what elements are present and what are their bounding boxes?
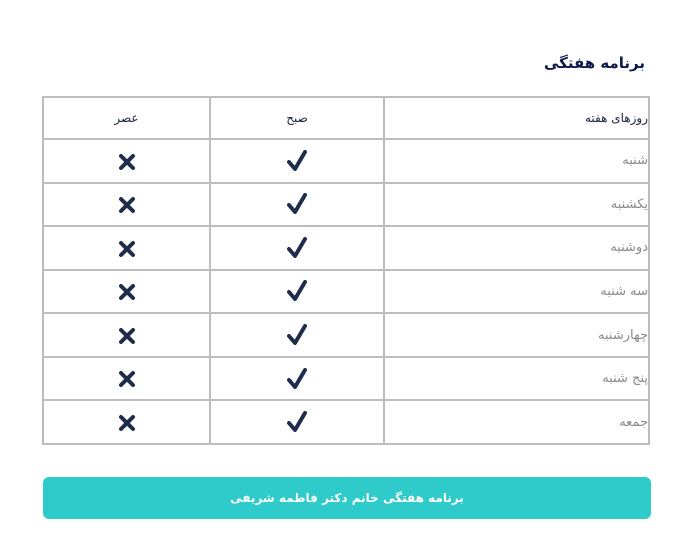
header-days: روزهای هفته xyxy=(384,97,649,139)
cross-icon xyxy=(118,196,136,214)
afternoon-cell xyxy=(43,226,210,270)
cross-icon xyxy=(118,327,136,345)
morning-cell xyxy=(210,226,384,270)
afternoon-cell xyxy=(43,357,210,401)
cross-icon xyxy=(118,414,136,432)
cross-icon xyxy=(118,283,136,301)
day-name: دوشنبه xyxy=(384,226,649,270)
day-name: سه شنبه xyxy=(384,270,649,314)
morning-cell xyxy=(210,139,384,183)
page-title: برنامه هفتگی xyxy=(543,54,645,72)
check-icon xyxy=(287,367,307,391)
schedule-table xyxy=(42,96,650,445)
day-name: چهارشنبه xyxy=(384,313,649,357)
table-row xyxy=(43,183,649,227)
cross-icon xyxy=(118,370,136,388)
table-header-row xyxy=(43,97,649,139)
afternoon-cell xyxy=(43,313,210,357)
check-icon xyxy=(287,410,307,434)
table-row xyxy=(43,400,649,444)
morning-cell xyxy=(210,270,384,314)
check-icon xyxy=(287,149,307,173)
check-icon xyxy=(287,323,307,347)
table-row xyxy=(43,226,649,270)
day-name: جمعه xyxy=(384,400,649,444)
header-morning: صبح xyxy=(210,97,384,139)
cross-icon xyxy=(118,240,136,258)
day-name: پنج شنبه xyxy=(384,357,649,401)
afternoon-cell xyxy=(43,400,210,444)
day-name: یکشنبه xyxy=(384,183,649,227)
check-icon xyxy=(287,236,307,260)
afternoon-cell xyxy=(43,270,210,314)
check-icon xyxy=(287,279,307,303)
day-name: شنبه xyxy=(384,139,649,183)
doctor-schedule-button[interactable]: برنامه هفتگی خانم دکتر فاطمه شریفی xyxy=(43,477,651,519)
table-row xyxy=(43,139,649,183)
afternoon-cell xyxy=(43,139,210,183)
table-row xyxy=(43,357,649,401)
table-row xyxy=(43,313,649,357)
table-row xyxy=(43,270,649,314)
afternoon-cell xyxy=(43,183,210,227)
schedule-body xyxy=(43,139,649,444)
header-afternoon: عصر xyxy=(43,97,210,139)
morning-cell xyxy=(210,357,384,401)
morning-cell xyxy=(210,313,384,357)
cross-icon xyxy=(118,153,136,171)
morning-cell xyxy=(210,400,384,444)
morning-cell xyxy=(210,183,384,227)
check-icon xyxy=(287,192,307,216)
